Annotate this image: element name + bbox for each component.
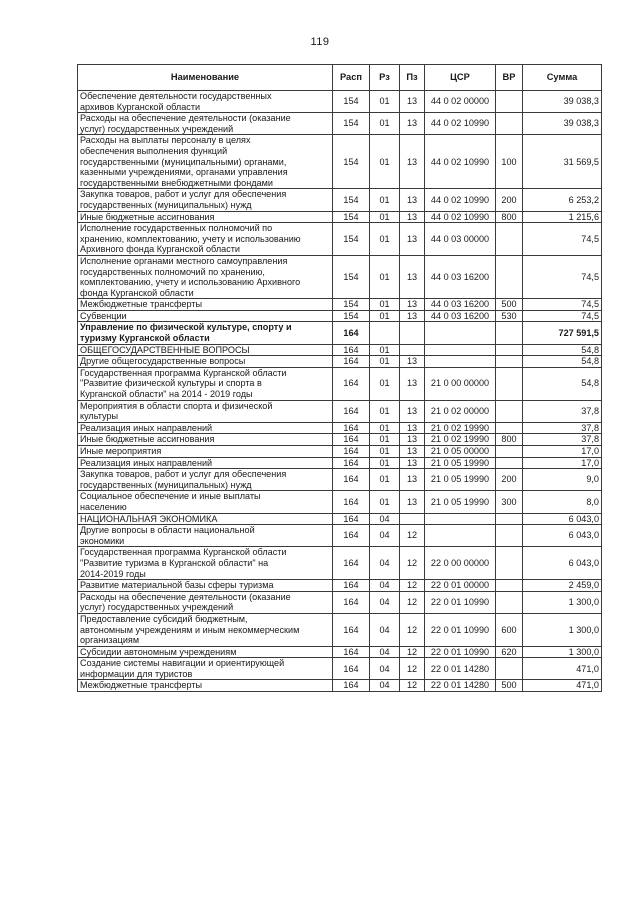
row-name-cell: Реализация иных направлений (78, 457, 333, 469)
row-pz-cell: 13 (400, 422, 425, 434)
row-csr-cell: 21 0 05 19990 (425, 457, 496, 469)
table-row (78, 613, 602, 646)
row-csr-cell: 21 0 02 19990 (425, 434, 496, 446)
table-row (78, 491, 602, 513)
row-pz-cell: 12 (400, 547, 425, 580)
row-rasp-cell: 154 (333, 223, 370, 256)
row-pz-cell (400, 322, 425, 344)
row-csr-cell: 21 0 00 00000 (425, 367, 496, 400)
row-name-cell: Исполнение государственных полномочий по хранению, комплектованию, учету и использованию Архивного фонда Курганской области (78, 223, 333, 256)
row-csr-cell: 21 0 05 19990 (425, 491, 496, 513)
row-csr-cell: 44 0 03 00000 (425, 223, 496, 256)
row-pz-cell: 12 (400, 525, 425, 547)
row-pz-cell: 13 (400, 491, 425, 513)
row-name-cell: Иные бюджетные ассигнования (78, 434, 333, 446)
row-rz-cell: 04 (370, 646, 400, 658)
table-row (78, 113, 602, 135)
row-vr-cell: 800 (496, 211, 523, 223)
row-pz-cell: 12 (400, 646, 425, 658)
row-csr-cell: 21 0 02 00000 (425, 400, 496, 422)
row-pz-cell (400, 344, 425, 356)
row-vr-cell (496, 580, 523, 592)
row-pz-cell: 13 (400, 91, 425, 113)
row-rasp-cell: 164 (333, 580, 370, 592)
row-sum-cell: 74,5 (523, 255, 602, 298)
row-name-cell: Расходы на обеспечение деятельности (оказание услуг) государственных учреждений (78, 113, 333, 135)
row-rz-cell: 01 (370, 344, 400, 356)
table-header-row (78, 65, 602, 91)
row-sum-cell: 39 038,3 (523, 113, 602, 135)
row-rz-cell: 01 (370, 189, 400, 211)
table-row (78, 255, 602, 298)
table-row (78, 299, 602, 311)
row-sum-cell: 6 043,0 (523, 525, 602, 547)
table-row (78, 469, 602, 491)
row-rz-cell: 01 (370, 255, 400, 298)
row-rasp-cell: 164 (333, 367, 370, 400)
table-row (78, 646, 602, 658)
row-vr-cell (496, 367, 523, 400)
row-rz-cell: 01 (370, 491, 400, 513)
row-pz-cell: 12 (400, 580, 425, 592)
table-row (78, 211, 602, 223)
row-name-cell: Иные бюджетные ассигнования (78, 211, 333, 223)
row-pz-cell: 13 (400, 223, 425, 256)
row-rz-cell: 01 (370, 457, 400, 469)
row-vr-cell (496, 457, 523, 469)
row-vr-cell (496, 400, 523, 422)
row-vr-cell: 200 (496, 189, 523, 211)
table-row (78, 434, 602, 446)
row-csr-cell: 22 0 01 14280 (425, 658, 496, 680)
row-pz-cell: 13 (400, 434, 425, 446)
row-rasp-cell: 164 (333, 469, 370, 491)
table-row (78, 322, 602, 344)
table-row (78, 658, 602, 680)
row-rz-cell: 04 (370, 591, 400, 613)
table-row (78, 680, 602, 692)
row-rz-cell (370, 322, 400, 344)
row-rasp-cell: 164 (333, 457, 370, 469)
table-row (78, 344, 602, 356)
row-name-cell: НАЦИОНАЛЬНАЯ ЭКОНОМИКА (78, 513, 333, 525)
row-sum-cell: 74,5 (523, 310, 602, 322)
row-vr-cell: 620 (496, 646, 523, 658)
row-pz-cell: 13 (400, 113, 425, 135)
row-csr-cell: 44 0 02 10990 (425, 189, 496, 211)
row-rasp-cell: 154 (333, 255, 370, 298)
row-name-cell: Обеспечение деятельности государственных архивов Курганской области (78, 91, 333, 113)
row-csr-cell: 44 0 02 10990 (425, 211, 496, 223)
row-pz-cell: 13 (400, 189, 425, 211)
row-vr-cell (496, 91, 523, 113)
row-csr-cell (425, 513, 496, 525)
row-vr-cell (496, 356, 523, 368)
table-body (78, 91, 602, 692)
row-sum-cell: 17,0 (523, 446, 602, 458)
table-row (78, 457, 602, 469)
row-pz-cell: 13 (400, 469, 425, 491)
row-name-cell: Расходы на выплаты персоналу в целях обеспечения выполнения функций государственными (муниципальными) органами, казенными учреждениями, органами управления государственными внебюджетными фондами (78, 135, 333, 189)
row-pz-cell: 13 (400, 299, 425, 311)
row-sum-cell: 1 300,0 (523, 646, 602, 658)
header-rz: Рз (370, 65, 400, 91)
row-csr-cell (425, 525, 496, 547)
table-row (78, 400, 602, 422)
row-sum-cell: 1 215,6 (523, 211, 602, 223)
row-vr-cell: 800 (496, 434, 523, 446)
row-sum-cell: 39 038,3 (523, 91, 602, 113)
row-vr-cell: 200 (496, 469, 523, 491)
row-pz-cell: 12 (400, 613, 425, 646)
row-rz-cell: 01 (370, 434, 400, 446)
table-row (78, 367, 602, 400)
row-sum-cell: 54,8 (523, 356, 602, 368)
row-name-cell: Социальное обеспечение и иные выплаты населению (78, 491, 333, 513)
row-vr-cell (496, 113, 523, 135)
row-vr-cell: 530 (496, 310, 523, 322)
header-name: Наименование (78, 65, 333, 91)
row-vr-cell (496, 525, 523, 547)
table-row (78, 525, 602, 547)
row-name-cell: Межбюджетные трансферты (78, 680, 333, 692)
row-csr-cell: 44 0 03 16200 (425, 255, 496, 298)
row-pz-cell: 12 (400, 658, 425, 680)
table-row (78, 446, 602, 458)
row-name-cell: Субсидии автономным учреждениям (78, 646, 333, 658)
row-name-cell: Закупка товаров, работ и услуг для обеспечения государственных (муниципальных) нужд (78, 189, 333, 211)
row-rasp-cell: 164 (333, 400, 370, 422)
row-sum-cell: 74,5 (523, 223, 602, 256)
row-vr-cell (496, 658, 523, 680)
row-name-cell: Создание системы навигации и ориентирующей информации для туристов (78, 658, 333, 680)
row-sum-cell: 37,8 (523, 422, 602, 434)
row-name-cell: Закупка товаров, работ и услуг для обеспечения государственных (муниципальных) нужд (78, 469, 333, 491)
row-rasp-cell: 164 (333, 547, 370, 580)
row-rasp-cell: 164 (333, 680, 370, 692)
row-vr-cell (496, 422, 523, 434)
row-rz-cell: 04 (370, 680, 400, 692)
row-rz-cell: 04 (370, 580, 400, 592)
row-vr-cell (496, 344, 523, 356)
row-pz-cell: 13 (400, 135, 425, 189)
row-rasp-cell: 164 (333, 434, 370, 446)
row-name-cell: Предоставление субсидий бюджетным, автономным учреждениям и иным некоммерческим организациям (78, 613, 333, 646)
header-csr: ЦСР (425, 65, 496, 91)
row-pz-cell: 13 (400, 211, 425, 223)
row-sum-cell: 54,8 (523, 344, 602, 356)
row-csr-cell (425, 344, 496, 356)
row-sum-cell: 471,0 (523, 680, 602, 692)
row-sum-cell: 74,5 (523, 299, 602, 311)
row-sum-cell: 37,8 (523, 400, 602, 422)
row-vr-cell (496, 255, 523, 298)
row-rz-cell: 01 (370, 91, 400, 113)
row-rasp-cell: 164 (333, 525, 370, 547)
row-pz-cell: 13 (400, 255, 425, 298)
row-csr-cell: 22 0 01 00000 (425, 580, 496, 592)
row-rasp-cell: 164 (333, 446, 370, 458)
row-pz-cell: 13 (400, 310, 425, 322)
budget-table (77, 64, 602, 692)
row-rz-cell: 01 (370, 113, 400, 135)
row-sum-cell: 727 591,5 (523, 322, 602, 344)
row-pz-cell: 13 (400, 457, 425, 469)
row-name-cell: Развитие материальной базы сферы туризма (78, 580, 333, 592)
row-sum-cell: 9,0 (523, 469, 602, 491)
row-rasp-cell: 164 (333, 491, 370, 513)
row-vr-cell (496, 446, 523, 458)
row-rasp-cell: 164 (333, 344, 370, 356)
row-vr-cell (496, 322, 523, 344)
row-pz-cell: 13 (400, 356, 425, 368)
row-name-cell: Расходы на обеспечение деятельности (оказание услуг) государственных учреждений (78, 591, 333, 613)
row-vr-cell (496, 591, 523, 613)
header-vr: ВР (496, 65, 523, 91)
row-name-cell: Государственная программа Курганской области "Развитие туризма в Курганской области" на 2014-2019 годы (78, 547, 333, 580)
row-csr-cell: 21 0 05 00000 (425, 446, 496, 458)
table-row (78, 513, 602, 525)
row-name-cell: Иные мероприятия (78, 446, 333, 458)
row-name-cell: Мероприятия в области спорта и физической культуры (78, 400, 333, 422)
table-row (78, 310, 602, 322)
row-rz-cell: 04 (370, 613, 400, 646)
table-row (78, 356, 602, 368)
table-row (78, 135, 602, 189)
row-vr-cell: 600 (496, 613, 523, 646)
row-name-cell: Государственная программа Курганской области "Развитие физической культуры и спорта в Курганской области" на 2014 - 2019 годы (78, 367, 333, 400)
row-vr-cell (496, 223, 523, 256)
table-row (78, 547, 602, 580)
row-sum-cell: 2 459,0 (523, 580, 602, 592)
row-rz-cell: 01 (370, 367, 400, 400)
row-rasp-cell: 154 (333, 211, 370, 223)
row-name-cell: Управление по физической культуре, спорту и туризму Курганской области (78, 322, 333, 344)
row-rz-cell: 04 (370, 658, 400, 680)
row-rz-cell: 01 (370, 469, 400, 491)
row-pz-cell: 12 (400, 680, 425, 692)
row-vr-cell: 300 (496, 491, 523, 513)
row-rasp-cell: 164 (333, 513, 370, 525)
row-rasp-cell: 164 (333, 658, 370, 680)
row-csr-cell (425, 356, 496, 368)
row-rz-cell: 01 (370, 135, 400, 189)
row-sum-cell: 471,0 (523, 658, 602, 680)
row-rz-cell: 04 (370, 513, 400, 525)
row-vr-cell: 100 (496, 135, 523, 189)
row-csr-cell: 22 0 00 00000 (425, 547, 496, 580)
row-rasp-cell: 164 (333, 422, 370, 434)
row-rasp-cell: 154 (333, 113, 370, 135)
row-name-cell: Исполнение органами местного самоуправления государственных полномочий по хранению, комплектованию, учету и использованию Архивного фонда Курганской области (78, 255, 333, 298)
row-rasp-cell: 164 (333, 356, 370, 368)
row-rasp-cell: 154 (333, 91, 370, 113)
table-row (78, 591, 602, 613)
row-pz-cell: 13 (400, 400, 425, 422)
row-sum-cell: 1 300,0 (523, 613, 602, 646)
row-name-cell: ОБЩЕГОСУДАРСТВЕННЫЕ ВОПРОСЫ (78, 344, 333, 356)
row-csr-cell: 44 0 02 10990 (425, 113, 496, 135)
row-csr-cell: 44 0 03 16200 (425, 310, 496, 322)
header-rasp: Расп (333, 65, 370, 91)
row-vr-cell (496, 513, 523, 525)
row-rz-cell: 01 (370, 299, 400, 311)
row-rz-cell: 01 (370, 400, 400, 422)
row-rz-cell: 01 (370, 446, 400, 458)
row-rz-cell: 01 (370, 310, 400, 322)
row-sum-cell: 37,8 (523, 434, 602, 446)
row-name-cell: Реализация иных направлений (78, 422, 333, 434)
row-rasp-cell: 164 (333, 591, 370, 613)
header-pz: Пз (400, 65, 425, 91)
row-csr-cell: 44 0 02 10990 (425, 135, 496, 189)
row-vr-cell: 500 (496, 680, 523, 692)
row-sum-cell: 6 253,2 (523, 189, 602, 211)
row-pz-cell: 12 (400, 591, 425, 613)
row-sum-cell: 1 300,0 (523, 591, 602, 613)
row-rz-cell: 04 (370, 525, 400, 547)
table-row (78, 91, 602, 113)
table-row (78, 223, 602, 256)
row-sum-cell: 54,8 (523, 367, 602, 400)
row-rasp-cell: 154 (333, 135, 370, 189)
row-name-cell: Межбюджетные трансферты (78, 299, 333, 311)
table-row (78, 422, 602, 434)
row-name-cell: Другие вопросы в области национальной экономики (78, 525, 333, 547)
row-rasp-cell: 164 (333, 646, 370, 658)
row-rz-cell: 01 (370, 223, 400, 256)
table-row (78, 580, 602, 592)
row-rasp-cell: 154 (333, 189, 370, 211)
row-pz-cell: 13 (400, 367, 425, 400)
row-sum-cell: 8,0 (523, 491, 602, 513)
row-csr-cell: 22 0 01 10990 (425, 646, 496, 658)
page-number: 119 (310, 36, 330, 48)
row-rz-cell: 01 (370, 356, 400, 368)
row-csr-cell: 22 0 01 10990 (425, 613, 496, 646)
row-csr-cell: 44 0 03 16200 (425, 299, 496, 311)
row-rz-cell: 01 (370, 211, 400, 223)
row-csr-cell (425, 322, 496, 344)
row-csr-cell: 22 0 01 10990 (425, 591, 496, 613)
row-rz-cell: 04 (370, 547, 400, 580)
row-name-cell: Субвенции (78, 310, 333, 322)
row-pz-cell: 13 (400, 446, 425, 458)
row-csr-cell: 44 0 02 00000 (425, 91, 496, 113)
row-rasp-cell: 154 (333, 310, 370, 322)
row-csr-cell: 21 0 05 19990 (425, 469, 496, 491)
row-csr-cell: 22 0 01 14280 (425, 680, 496, 692)
row-csr-cell: 21 0 02 19990 (425, 422, 496, 434)
row-rasp-cell: 164 (333, 613, 370, 646)
row-pz-cell (400, 513, 425, 525)
table-row (78, 189, 602, 211)
row-sum-cell: 6 043,0 (523, 513, 602, 525)
row-sum-cell: 6 043,0 (523, 547, 602, 580)
row-rz-cell: 01 (370, 422, 400, 434)
row-sum-cell: 31 569,5 (523, 135, 602, 189)
row-sum-cell: 17,0 (523, 457, 602, 469)
header-sum: Сумма (523, 65, 602, 91)
row-name-cell: Другие общегосударственные вопросы (78, 356, 333, 368)
row-rasp-cell: 154 (333, 299, 370, 311)
row-vr-cell: 500 (496, 299, 523, 311)
row-vr-cell (496, 547, 523, 580)
row-rasp-cell: 164 (333, 322, 370, 344)
